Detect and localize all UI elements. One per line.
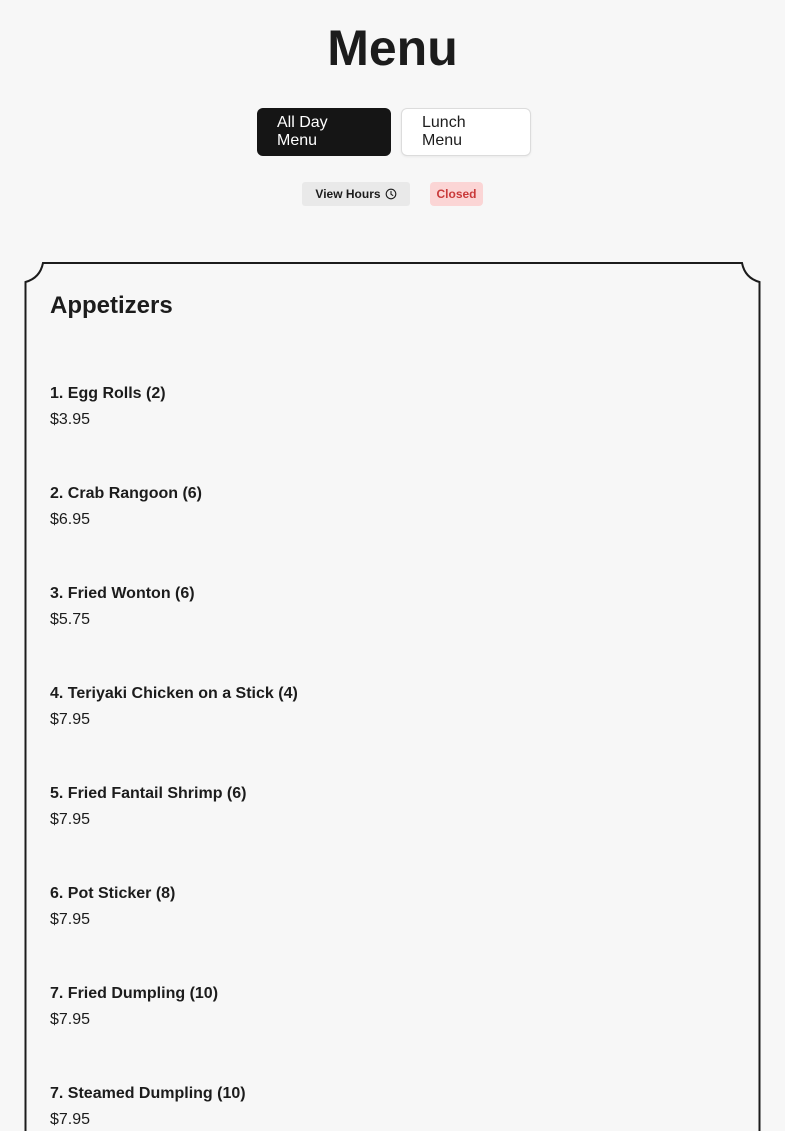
tab-lunch-menu[interactable]: Lunch Menu — [401, 108, 531, 156]
menu-item-price: $6.95 — [50, 511, 91, 528]
menu-item[interactable] — [50, 682, 730, 782]
menu-tabs — [0, 108, 785, 156]
menu-item-name: 7. Steamed Dumpling (10) — [50, 1085, 246, 1102]
menu-item-name: 3. Fried Wonton (6) — [50, 585, 195, 602]
section-title-appetizers: Appetizers — [50, 292, 173, 319]
menu-item-name: 5. Fried Fantail Shrimp (6) — [50, 785, 247, 802]
menu-item[interactable] — [50, 982, 730, 1082]
menu-item-price: $5.75 — [50, 611, 91, 628]
menu-item-name: 7. Fried Dumpling (10) — [50, 985, 219, 1002]
clock-icon — [385, 188, 397, 200]
tab-all-day-menu[interactable]: All Day Menu — [257, 108, 391, 156]
menu-item-name: 6. Pot Sticker (8) — [50, 885, 176, 902]
menu-item[interactable] — [50, 882, 730, 982]
menu-item[interactable] — [50, 382, 730, 482]
view-hours-button[interactable] — [302, 182, 410, 206]
menu-item[interactable] — [50, 1082, 730, 1131]
menu-item-price: $7.95 — [50, 911, 91, 928]
menu-item-price: $7.95 — [50, 1011, 91, 1028]
menu-item-name: 1. Egg Rolls (2) — [50, 385, 166, 402]
menu-item[interactable] — [50, 582, 730, 682]
menu-item-price: $3.95 — [50, 411, 91, 428]
menu-item[interactable] — [50, 782, 730, 882]
menu-item-name: 2. Crab Rangoon (6) — [50, 485, 203, 502]
menu-item-price: $7.95 — [50, 711, 91, 728]
menu-item-name: 4. Teriyaki Chicken on a Stick (4) — [50, 685, 298, 702]
menu-item-price: $7.95 — [50, 1111, 91, 1128]
status-badge: Closed — [430, 182, 483, 206]
menu-item-list — [50, 382, 730, 1131]
view-hours-label: View Hours — [315, 187, 381, 201]
menu-item[interactable] — [50, 482, 730, 582]
menu-item-price: $7.95 — [50, 811, 91, 828]
page-title: Menu — [327, 20, 458, 76]
